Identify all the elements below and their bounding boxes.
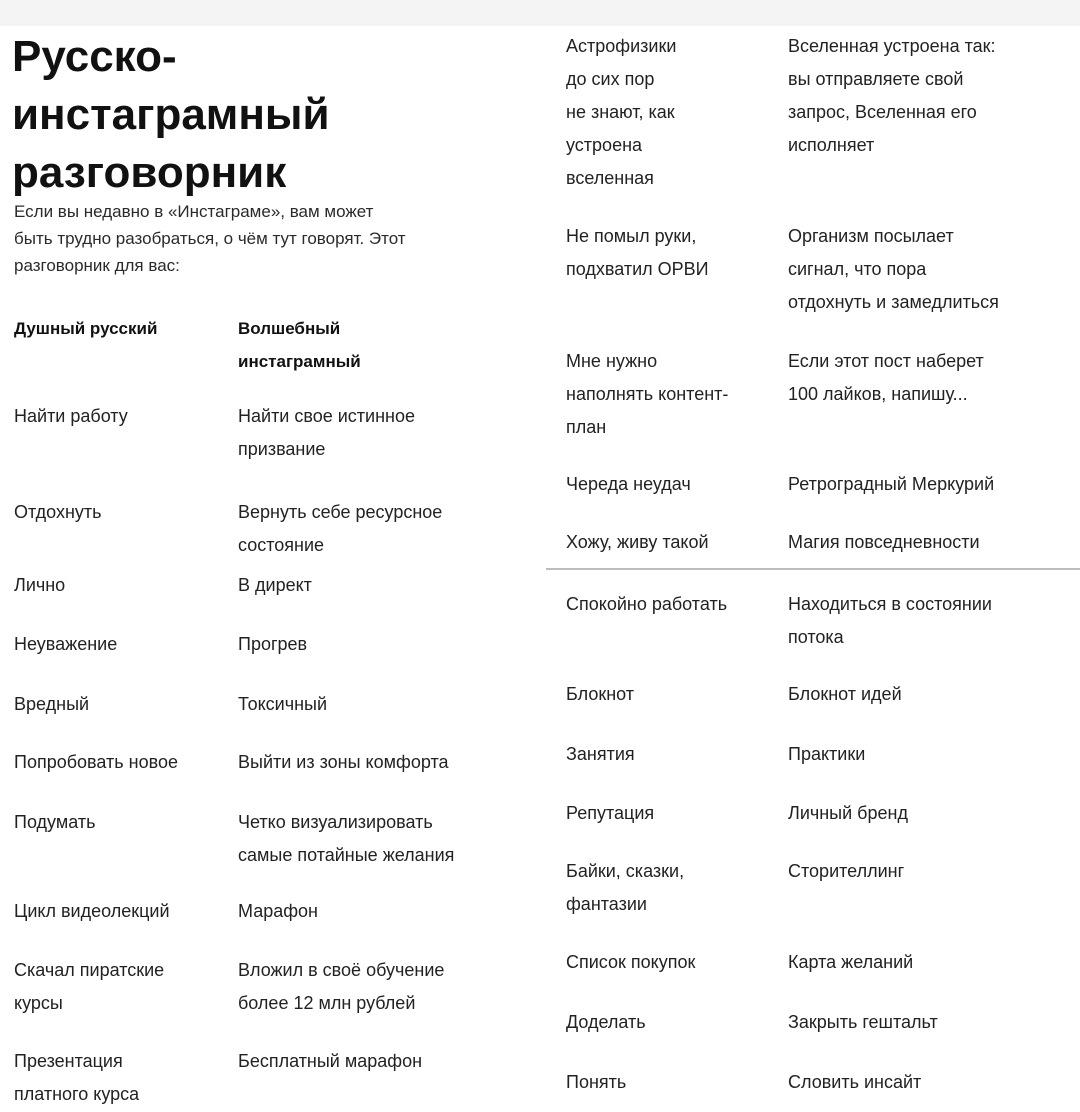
instagram-phrase-line: Находиться в состоянии: [788, 594, 992, 614]
page-title: [12, 28, 330, 202]
russian-phrase-line: Отдохнуть: [14, 502, 102, 522]
russian-phrase: [566, 220, 709, 286]
instagram-phrase-line: Токсичный: [238, 694, 328, 714]
russian-phrase-line: Вредный: [14, 694, 90, 714]
russian-phrase-line: план: [566, 417, 607, 437]
russian-phrase: [566, 678, 634, 711]
russian-phrase-line: устроена: [566, 135, 643, 155]
russian-phrase: [14, 1045, 139, 1111]
header-russian: [14, 312, 157, 345]
section-divider: [546, 568, 1080, 570]
instagram-phrase-line: Организм посылает: [788, 226, 954, 246]
top-strip: [0, 0, 1080, 26]
instagram-phrase-line: исполняет: [788, 135, 875, 155]
russian-phrase-line: фантазии: [566, 894, 647, 914]
header-insta-line: инстаграмный: [238, 352, 361, 371]
russian-phrase: [14, 496, 102, 529]
instagram-phrase-line: Ретроградный Меркурий: [788, 474, 995, 494]
instagram-phrase-line: Личный бренд: [788, 803, 908, 823]
title-line: Русско-: [12, 32, 177, 81]
russian-phrase-line: Презентация: [14, 1051, 123, 1071]
header-insta: [238, 312, 361, 378]
russian-phrase: [14, 400, 128, 433]
instagram-phrase: [238, 1045, 422, 1078]
russian-phrase-line: Доделать: [566, 1012, 646, 1032]
instagram-phrase-line: Словить инсайт: [788, 1072, 922, 1092]
instagram-phrase: [788, 797, 908, 830]
instagram-phrase-line: Карта желаний: [788, 952, 914, 972]
russian-phrase-line: Блокнот: [566, 684, 635, 704]
russian-phrase-line: платного курса: [14, 1084, 140, 1104]
instagram-phrase: [238, 895, 318, 928]
intro-line: быть трудно разобраться, о чём тут говорят. Этот: [14, 229, 406, 248]
instagram-phrase: [238, 746, 449, 779]
instagram-phrase: [788, 946, 913, 979]
russian-phrase-line: Скачал пиратские: [14, 960, 165, 980]
instagram-phrase-line: призвание: [238, 439, 326, 459]
header-russian-label: Душный русский: [14, 319, 158, 338]
russian-phrase: [14, 628, 117, 661]
instagram-phrase-line: Марафон: [238, 901, 318, 921]
instagram-phrase: [788, 738, 865, 771]
instagram-phrase: [788, 1066, 921, 1099]
header-insta-line: Волшебный: [238, 319, 341, 338]
instagram-phrase-line: самые потайные желания: [238, 845, 455, 865]
instagram-phrase: [238, 688, 327, 721]
intro-text: [14, 198, 534, 279]
instagram-phrase-line: Магия повседневности: [788, 532, 980, 552]
instagram-phrase-line: запрос, Вселенная его: [788, 102, 977, 122]
russian-phrase-line: Понять: [566, 1072, 627, 1092]
russian-phrase-line: Спокойно работать: [566, 594, 728, 614]
russian-phrase: [566, 30, 676, 195]
instagram-phrase-line: Закрыть гештальт: [788, 1012, 938, 1032]
instagram-phrase-line: В директ: [238, 575, 312, 595]
russian-phrase-line: вселенная: [566, 168, 654, 188]
russian-phrase-line: наполнять контент-: [566, 384, 729, 404]
instagram-phrase: [788, 678, 902, 711]
instagram-phrase-line: вы отправляете свой: [788, 69, 964, 89]
instagram-phrase: [788, 588, 992, 654]
instagram-phrase: [238, 954, 444, 1020]
russian-phrase: [566, 797, 654, 830]
instagram-phrase-line: Прогрев: [238, 634, 308, 654]
title-line: инстаграмный: [12, 90, 330, 139]
russian-phrase: [566, 855, 684, 921]
instagram-phrase: [238, 400, 415, 466]
instagram-phrase-line: Вселенная устроена так:: [788, 36, 996, 56]
instagram-phrase: [788, 345, 984, 411]
instagram-phrase: [238, 496, 442, 562]
russian-phrase: [566, 738, 635, 771]
russian-phrase: [566, 468, 691, 501]
russian-phrase-line: Не помыл руки,: [566, 226, 697, 246]
russian-phrase-line: подхватил ОРВИ: [566, 259, 709, 279]
russian-phrase-line: Лично: [14, 575, 66, 595]
russian-phrase: [14, 895, 170, 928]
russian-phrase: [566, 526, 709, 559]
instagram-phrase-line: Бесплатный марафон: [238, 1051, 423, 1071]
instagram-phrase-line: Выйти из зоны комфорта: [238, 752, 449, 772]
instagram-phrase-line: Четко визуализировать: [238, 812, 433, 832]
russian-phrase-line: Репутация: [566, 803, 655, 823]
instagram-phrase-line: сигнал, что пора: [788, 259, 927, 279]
russian-phrase: [566, 946, 695, 979]
instagram-phrase: [788, 1006, 938, 1039]
instagram-phrase: [788, 468, 994, 501]
instagram-phrase-line: более 12 млн рублей: [238, 993, 416, 1013]
instagram-phrase: [238, 806, 454, 872]
russian-phrase: [566, 1006, 646, 1039]
instagram-phrase-line: 100 лайков, напишу...: [788, 384, 968, 404]
russian-phrase-line: Неуважение: [14, 634, 118, 654]
russian-phrase-line: Попробовать новое: [14, 752, 178, 772]
instagram-phrase-line: Практики: [788, 744, 866, 764]
russian-phrase-line: Найти работу: [14, 406, 128, 426]
intro-line: разговорник для вас:: [14, 256, 180, 275]
instagram-phrase-line: Вложил в своё обучение: [238, 960, 445, 980]
instagram-phrase: [238, 628, 307, 661]
instagram-phrase: [788, 30, 996, 162]
title-line: разговорник: [12, 148, 287, 197]
instagram-phrase-line: Найти свое истинное: [238, 406, 416, 426]
russian-phrase-line: Мне нужно: [566, 351, 658, 371]
russian-phrase: [14, 954, 164, 1020]
russian-phrase: [14, 688, 89, 721]
instagram-phrase-line: Сторителлинг: [788, 861, 905, 881]
russian-phrase-line: Цикл видеолекций: [14, 901, 170, 921]
russian-phrase: [14, 746, 178, 779]
instagram-phrase: [788, 220, 999, 319]
russian-phrase: [566, 1066, 626, 1099]
russian-phrase-line: Астрофизики: [566, 36, 677, 56]
russian-phrase: [566, 345, 728, 444]
instagram-phrase: [788, 855, 904, 888]
russian-phrase-line: Байки, сказки,: [566, 861, 685, 881]
instagram-phrase: [238, 569, 312, 602]
russian-phrase: [14, 806, 95, 839]
russian-phrase: [14, 569, 65, 602]
russian-phrase: [566, 588, 727, 621]
instagram-phrase-line: Если этот пост наберет: [788, 351, 984, 371]
instagram-phrase-line: состояние: [238, 535, 325, 555]
instagram-phrase-line: Вернуть себе ресурсное: [238, 502, 443, 522]
russian-phrase-line: курсы: [14, 993, 63, 1013]
russian-phrase-line: Занятия: [566, 744, 635, 764]
instagram-phrase-line: потока: [788, 627, 844, 647]
russian-phrase-line: Список покупок: [566, 952, 696, 972]
russian-phrase-line: не знают, как: [566, 102, 675, 122]
intro-line: Если вы недавно в «Инстаграме», вам может: [14, 202, 374, 221]
instagram-phrase-line: Блокнот идей: [788, 684, 902, 704]
russian-phrase-line: Хожу, живу такой: [566, 532, 709, 552]
instagram-phrase-line: отдохнуть и замедлиться: [788, 292, 999, 312]
russian-phrase-line: до сих пор: [566, 69, 655, 89]
russian-phrase-line: Череда неудач: [566, 474, 691, 494]
instagram-phrase: [788, 526, 980, 559]
russian-phrase-line: Подумать: [14, 812, 96, 832]
